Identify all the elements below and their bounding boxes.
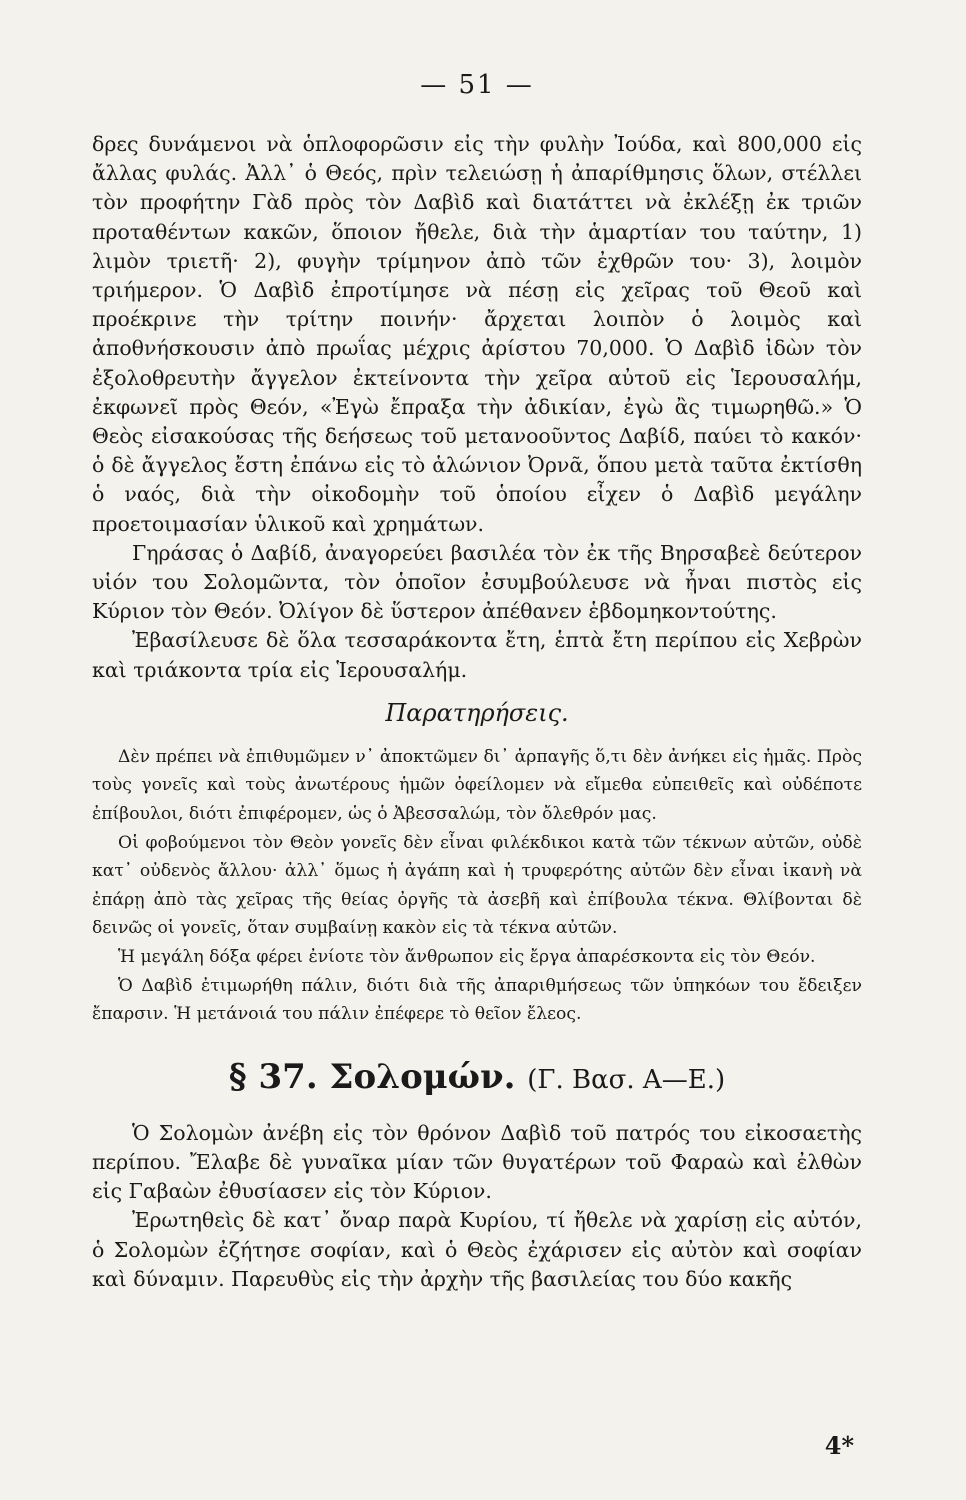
observation-3: Ἡ μεγάλη δόξα φέρει ἐνίοτε τὸν ἄνθρωπον εἰς ἔργα ἀπαρέσκοντα εἰς τὸν Θεόν. — [118, 947, 816, 968]
signature-mark: 4* — [824, 1431, 854, 1460]
observations-heading: Παρατηρήσεις. — [385, 698, 569, 727]
section-paragraph-2: Ἐρωτηθεὶς δὲ κατ᾽ ὄναρ παρὰ Κυρίου, τί ἤθελε νὰ χαρίσῃ εἰς αὐτόν, ὁ Σολομὼν ἐζήτησε σοφίαν, καὶ ὁ Θεὸς ἐχάρισεν εἰς αὐτὸν καὶ σοφίαν καὶ δύναμιν. Παρευθὺς εἰς τὴν ἀρχὴν τῆς βασιλείας του δύο κακῆς — [92, 1208, 862, 1291]
body-paragraph-1: δρες δυνάμενοι νὰ ὁπλοφορῶσιν εἰς τὴν φυλὴν Ἰούδα, καὶ 800,000 εἰς ἄλλας φυλάς. Ἀλλ᾽ ὁ Θεός, πρὶν τελειώσῃ ἡ ἀπαρίθμησις ὅλων, στέλλει τὸν προφήτην Γὰδ πρὸς τὸν Δαβὶδ καὶ διατάττει νὰ ἐκλέξῃ ἐκ τριῶν προταθέντων κακῶν, ὅποιον ἤθελε, διὰ τὴν ἁμαρτίαν του ταύτην, 1) λιμὸν τριετῆ· 2), φυγὴν τρίμηνον ἀπὸ τῶν ἐχθρῶν του· 3), λοιμὸν τριήμερον. Ὁ Δαβὶδ ἐπροτίμησε νὰ πέσῃ εἰς χεῖρας τοῦ Θεοῦ καὶ προέκρινε τὴν τρίτην ποινήν· ἄρχεται λοιπὸν ὁ λοιμὸς καὶ ἀποθνήσκουσιν ἀπὸ πρωΐας μέχρις ἀρίστου 70,000. Ὁ Δαβὶδ ἰδὼν τὸν ἐξολοθρευτὴν ἄγγελον ἐκτείνοντα τὴν χεῖρα αὐτοῦ εἰς Ἱερουσαλήμ, ἐκφωνεῖ πρὸς Θεόν, «Ἐγὼ ἔπραξα τὴν ἀδικίαν, ἐγὼ ἂς τιμωρηθῶ.» Ὁ Θεὸς εἰσακούσας τῆς δεήσεως τοῦ μετανοοῦντος Δαβίδ, παύει τὸ κακόν· ὁ δὲ ἄγγελος ἔστη ἐπάνω εἰς τὸ ἁλώνιον Ὀρνᾶ, ὅπου μετὰ ταῦτα ἐκτίσθη ὁ ναός, διὰ τὴν οἰκοδομὴν τοῦ ὁποίου εἶχεν ὁ Δαβὶδ μεγάλην προετοιμασίαν ὑλικοῦ καὶ χρημάτων. — [92, 132, 862, 536]
section-symbol: § — [228, 1056, 247, 1097]
body-paragraph-3: Ἐβασίλευσε δὲ ὅλα τεσσαράκοντα ἔτη, ἑπτὰ ἔτη περίπου εἰς Χεβρὼν καὶ τριάκοντα τρία εἰς Ἱερουσαλήμ. — [92, 628, 862, 682]
body-paragraph-2: Γηράσας ὁ Δαβίδ, ἀναγορεύει βασιλέα τὸν ἐκ τῆς Βηρσαβεὲ δεύτερον υἱόν του Σολομῶντα, τὸν ὁποῖον ἐσυμβούλευσε νὰ ἦναι πιστὸς εἰς Κύριον τὸν Θεόν. Ὀλίγον δὲ ὕστερον ἀπέθανεν ἑβδομηκοντούτης. — [92, 540, 862, 624]
section-heading — [92, 1057, 862, 1097]
section-paragraph-1: Ὁ Σολομὼν ἀνέβη εἰς τὸν θρόνον Δαβὶδ τοῦ πατρός του εἰκοσαετὴς περίπου. Ἔλαβε δὲ γυναῖκα μίαν τῶν θυγατέρων τοῦ Φαραὼ καὶ ἐλθὼν εἰς Γαβαὼν ἐθυσίασεν εἰς τὸν Κύριον. — [92, 1120, 862, 1204]
section-reference: (Γ. Βασ. Α—Ε.) — [527, 1064, 726, 1095]
book-page — [92, 70, 862, 1460]
section-number: 37. — [258, 1056, 318, 1097]
page-number: — 51 — — [420, 70, 534, 100]
section-title: Σολομών. — [329, 1056, 516, 1097]
observation-4: Ὁ Δαβὶδ ἐτιμωρήθη πάλιν, διότι διὰ τῆς ἀπαριθμήσεως τῶν ὑπηκόων του ἔδειξεν ἔπαρσιν. Ἡ μετάνοιά του πάλιν ἐπέφερε τὸ θεῖον ἔλεος. — [92, 975, 862, 1025]
observation-1: Δὲν πρέπει νὰ ἐπιθυμῶμεν ν᾽ ἀποκτῶμεν δι᾽ ἁρπαγῆς ὅ,τι δὲν ἀνήκει εἰς ἡμᾶς. Πρὸς τοὺς γονεῖς καὶ τοὺς ἀνωτέρους ἡμῶν ὀφείλομεν νὰ εἴμεθα εὐπειθεῖς καὶ οὐδέποτε ἐπίβουλοι, διότι ἐπιφέρομεν, ὡς ὁ Ἀβεσσαλώμ, τὸν ὄλεθρόν μας. — [92, 746, 862, 825]
observation-2: Οἱ φοβούμενοι τὸν Θεὸν γονεῖς δὲν εἶναι φιλέκδικοι κατὰ τῶν τέκνων αὐτῶν, οὐδὲ κατ᾽ οὐδενὸς ἄλλου· ἀλλ᾽ ὅμως ἡ ἀγάπη καὶ ἡ τρυφερότης αὐτῶν δὲν εἶναι ἱκανὴ νὰ ἐπάρῃ ἀπὸ τὰς χεῖρας τῆς θείας ὀργῆς τὰ ἀσεβῆ καὶ ἐπίβουλα τέκνα. Θλίβονται δὲ δεινῶς οἱ γονεῖς, ὅταν συμβαίνῃ κακὸν εἰς τὰ τέκνα αὐτῶν. — [92, 832, 862, 939]
